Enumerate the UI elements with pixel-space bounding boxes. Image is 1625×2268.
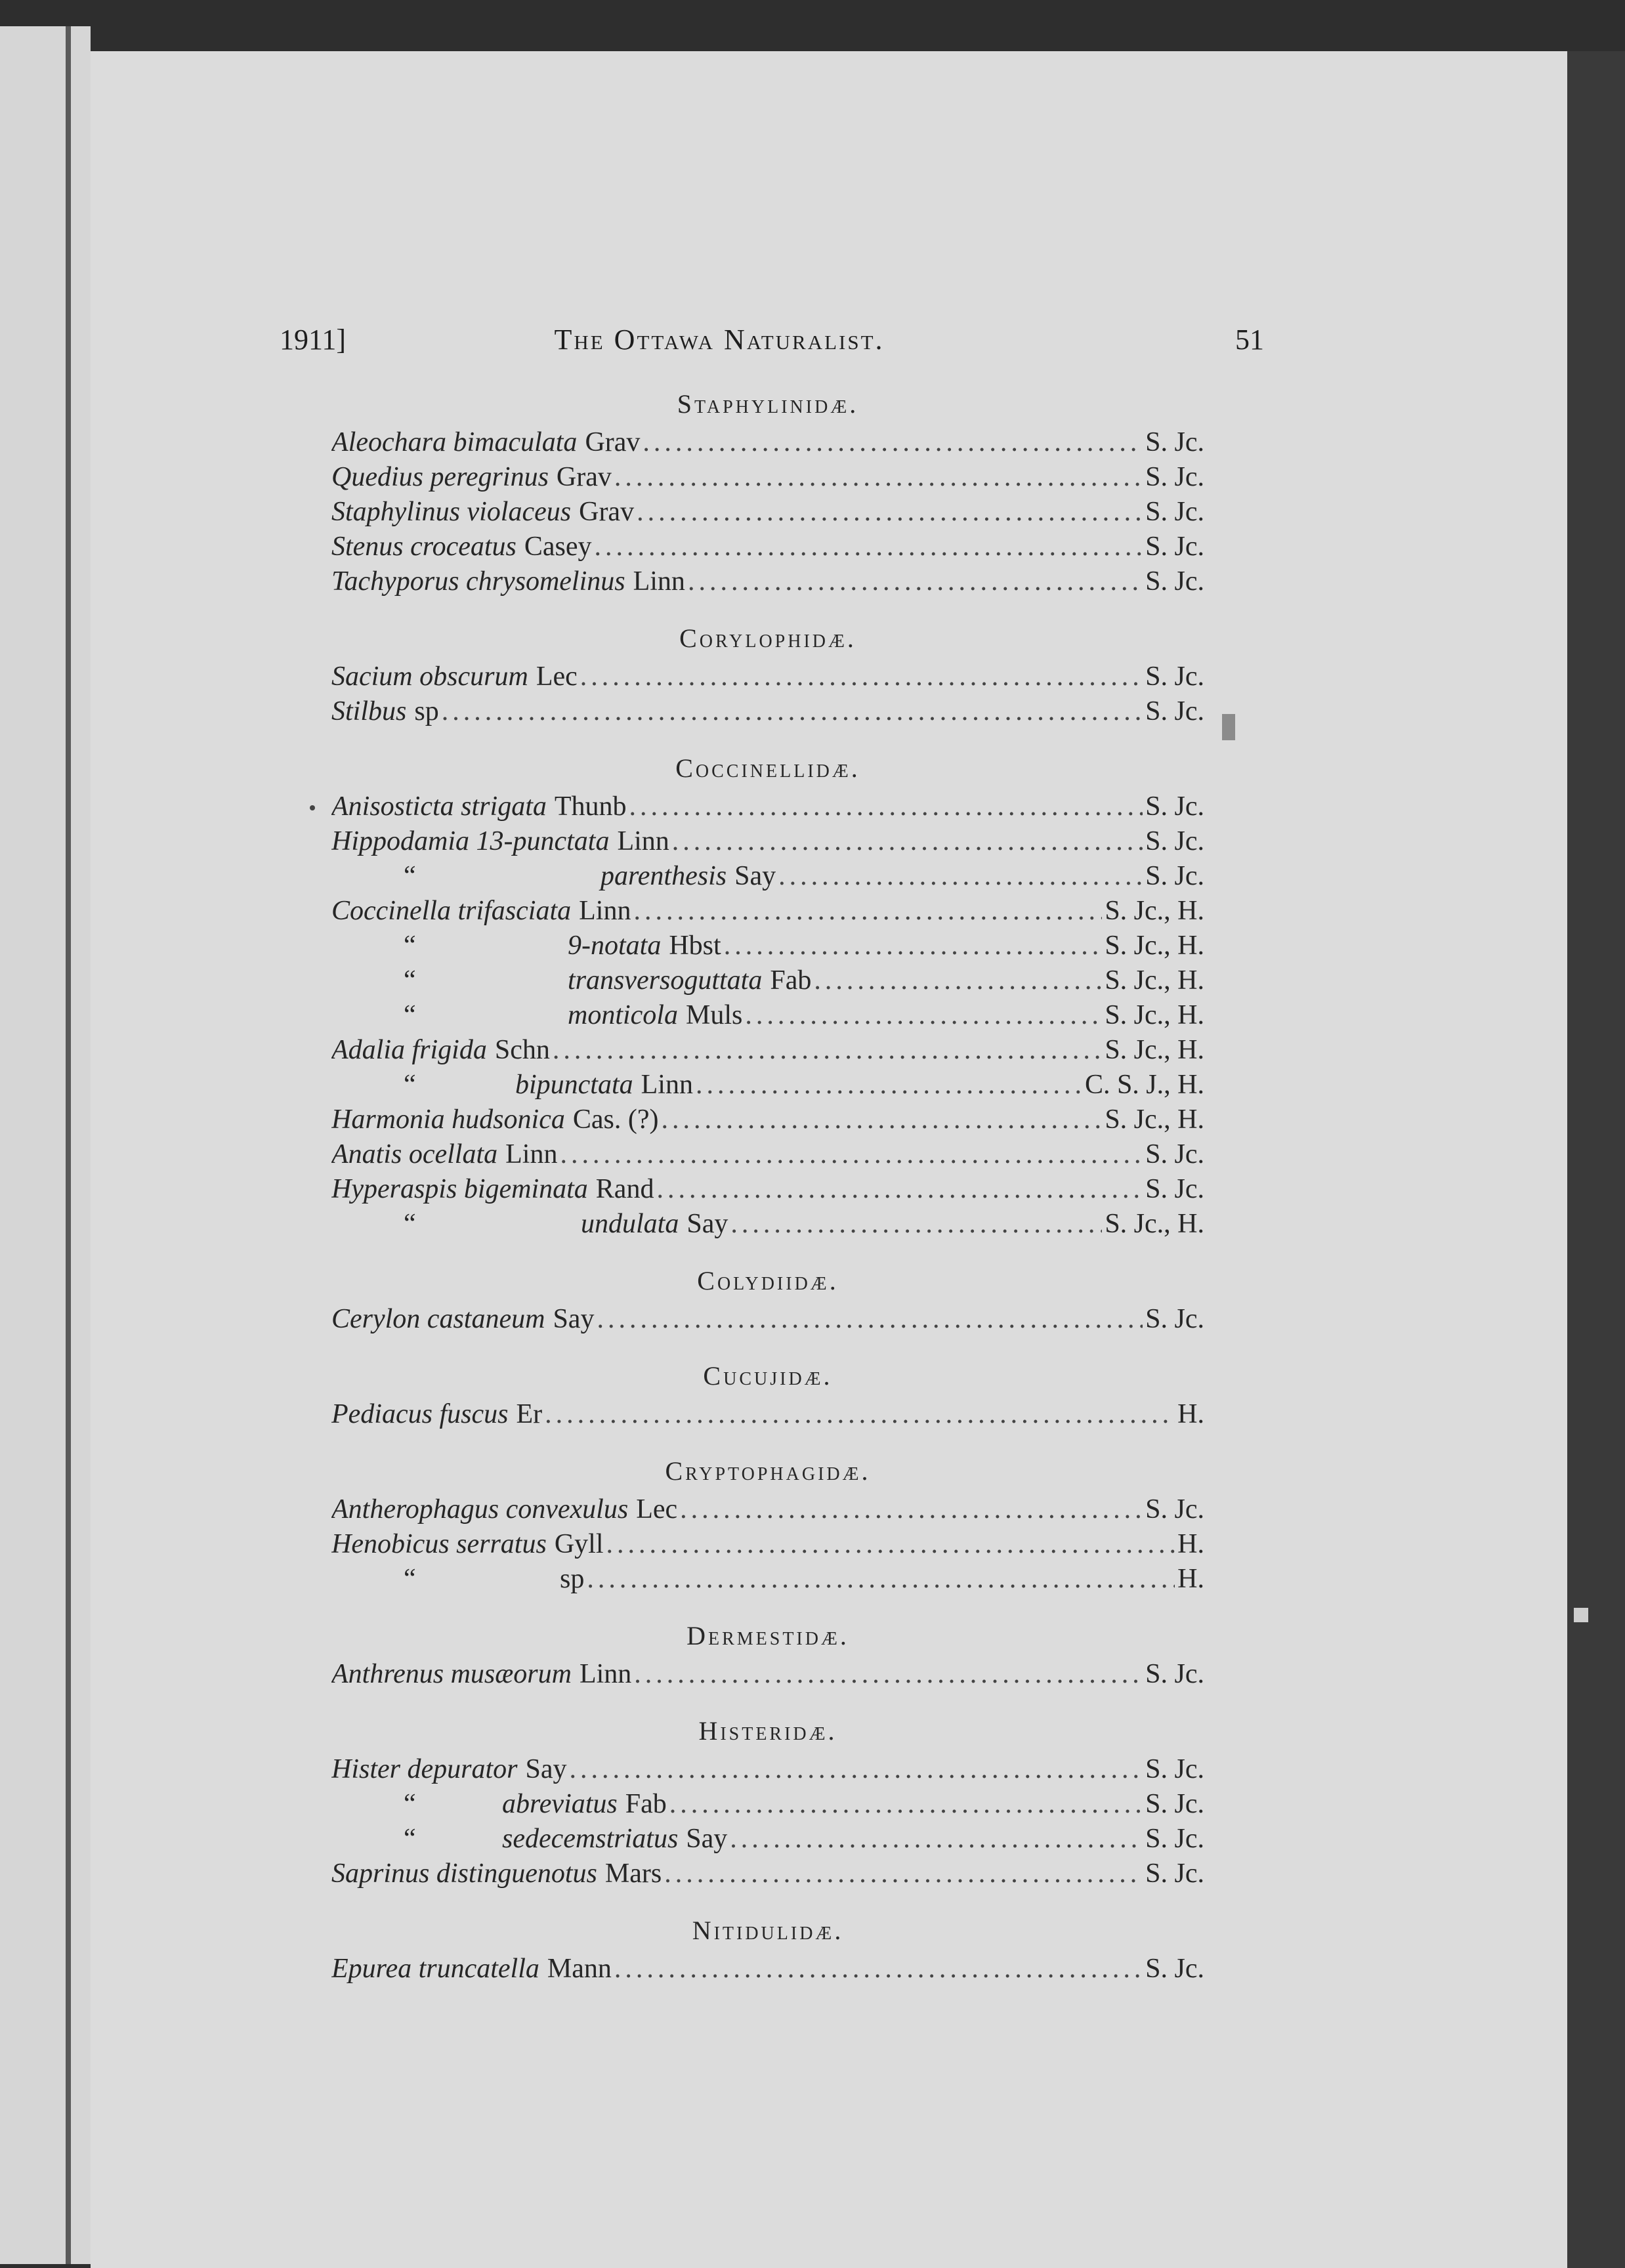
- locality-code: S. Jc., H.: [1105, 1104, 1204, 1135]
- species-name: abreviatus: [502, 1789, 618, 1819]
- species-name: Aleochara bimaculata: [331, 427, 578, 457]
- header-journal-title: The Ottawa Naturalist.: [554, 324, 885, 356]
- species-author: Grav: [556, 462, 612, 492]
- leader-dots: [597, 1302, 1143, 1337]
- leader-dots: [672, 824, 1143, 859]
- species-name: Tachyporus chrysomelinus: [331, 566, 625, 597]
- species-entry: [331, 660, 1204, 694]
- locality-code: S. Jc.: [1145, 1304, 1204, 1334]
- species-name: Anatis ocellata: [331, 1139, 498, 1169]
- locality-code: S. Jc., H.: [1105, 1035, 1204, 1065]
- species-entry: [331, 894, 1204, 929]
- species-name: Pediacus fuscus: [331, 1399, 509, 1429]
- ditto-mark: “: [404, 1564, 416, 1594]
- locality-code: S. Jc., H.: [1105, 896, 1204, 926]
- ditto-mark: “: [404, 861, 416, 891]
- species-author: Linn: [579, 1659, 632, 1689]
- species-entry: [331, 1822, 1204, 1857]
- leader-dots: [745, 998, 1102, 1033]
- leader-dots: [664, 1857, 1143, 1891]
- species-entry: [331, 998, 1204, 1033]
- species-name: Sacium obscurum: [331, 662, 528, 692]
- species-author: Er: [516, 1399, 543, 1429]
- leader-dots: [442, 694, 1143, 729]
- species-author: Lec: [536, 662, 578, 692]
- locality-code: S. Jc.: [1145, 861, 1204, 891]
- species-name: sedecemstriatus: [502, 1824, 679, 1854]
- locality-code: S. Jc.: [1145, 566, 1204, 597]
- family-heading: Coccinellidæ.: [675, 753, 860, 783]
- locality-code: S. Jc., H.: [1105, 1000, 1204, 1030]
- species-author: Casey: [524, 532, 592, 562]
- leader-dots: [560, 1137, 1143, 1172]
- species-author: Linn: [641, 1070, 693, 1100]
- locality-code: S. Jc.: [1145, 1659, 1204, 1689]
- leader-dots: [614, 460, 1143, 495]
- locality-code: C. S. J., H.: [1084, 1070, 1204, 1100]
- locality-code: S. Jc.: [1145, 696, 1204, 726]
- species-name: Coccinella trifasciata: [331, 896, 572, 926]
- species-name: Stenus croceatus: [331, 532, 517, 562]
- leader-dots: [629, 789, 1143, 824]
- species-entry: [331, 564, 1204, 599]
- species-list: [331, 387, 1204, 1986]
- species-entry: [331, 859, 1204, 894]
- leader-dots: [606, 1527, 1175, 1562]
- species-author: Linn: [505, 1139, 558, 1169]
- leader-dots: [595, 530, 1143, 564]
- locality-code: S. Jc.: [1145, 1824, 1204, 1854]
- leader-dots: [669, 1787, 1143, 1822]
- leader-dots: [680, 1492, 1143, 1527]
- locality-code: S. Jc.: [1145, 662, 1204, 692]
- species-name: Cerylon castaneum: [331, 1304, 545, 1334]
- species-name: transversoguttata: [568, 965, 763, 996]
- species-author: Lec: [636, 1494, 678, 1524]
- species-entry: [331, 1657, 1204, 1692]
- species-entry: [331, 425, 1204, 460]
- species-author: sp: [414, 696, 439, 726]
- leader-dots: [637, 495, 1143, 530]
- species-entry: [331, 1137, 1204, 1172]
- locality-code: S. Jc., H.: [1105, 1209, 1204, 1239]
- species-entry: [331, 1492, 1204, 1527]
- locality-code: H.: [1177, 1529, 1204, 1559]
- species-author: Say: [686, 1824, 728, 1854]
- species-entry: [331, 1952, 1204, 1986]
- ditto-mark: “: [404, 1789, 416, 1819]
- species-name: Harmonia hudsonica: [331, 1104, 565, 1135]
- species-entry: [331, 530, 1204, 564]
- species-author: Schn: [494, 1035, 550, 1065]
- species-author: Linn: [579, 896, 631, 926]
- locality-code: S. Jc.: [1145, 826, 1204, 856]
- species-entry: [331, 1172, 1204, 1207]
- leader-dots: [545, 1397, 1175, 1432]
- species-entry: [331, 1562, 1204, 1597]
- species-author: Fab: [625, 1789, 667, 1819]
- species-author: Mars: [604, 1858, 662, 1889]
- species-author: Say: [525, 1754, 567, 1784]
- species-author: Mann: [547, 1954, 612, 1984]
- family-heading: Staphylinidæ.: [677, 389, 859, 419]
- leader-dots: [643, 425, 1143, 460]
- ditto-mark: “: [404, 1824, 416, 1854]
- species-author: Grav: [585, 427, 641, 457]
- species-name: Antherophagus convexulus: [331, 1494, 629, 1524]
- margin-dot: [310, 805, 315, 810]
- species-author: Say: [553, 1304, 595, 1334]
- ditto-mark: “: [404, 931, 416, 961]
- family-heading: Cucujidæ.: [703, 1361, 833, 1391]
- leader-dots: [688, 564, 1143, 599]
- species-name: Staphylinus violaceus: [331, 497, 572, 527]
- locality-code: H.: [1177, 1564, 1204, 1594]
- locality-code: S. Jc.: [1145, 497, 1204, 527]
- species-entry: [331, 1033, 1204, 1068]
- species-entry: [331, 929, 1204, 963]
- species-name: Saprinus distinguenotus: [331, 1858, 597, 1889]
- family-heading: Cryptophagidæ.: [665, 1456, 871, 1486]
- species-entry: [331, 1302, 1204, 1337]
- leader-dots: [724, 929, 1103, 963]
- species-entry: [331, 1102, 1204, 1137]
- species-entry: [331, 1787, 1204, 1822]
- page-number: 51: [1235, 324, 1264, 356]
- species-name: Hyperaspis bigeminata: [331, 1174, 588, 1204]
- species-name: bipunctata: [515, 1070, 633, 1100]
- species-author: Say: [686, 1209, 728, 1239]
- locality-code: H.: [1177, 1399, 1204, 1429]
- locality-code: S. Jc.: [1145, 532, 1204, 562]
- leader-dots: [614, 1952, 1143, 1986]
- locality-code: S. Jc.: [1145, 1858, 1204, 1889]
- ditto-mark: “: [404, 1070, 416, 1100]
- species-name: undulata: [581, 1209, 679, 1239]
- species-name: monticola: [568, 1000, 678, 1030]
- species-name: Anthrenus musæorum: [331, 1659, 572, 1689]
- species-entry: [331, 460, 1204, 495]
- leader-dots: [656, 1172, 1143, 1207]
- species-entry: [331, 694, 1204, 729]
- species-author: Say: [734, 861, 776, 891]
- ditto-mark: “: [404, 965, 416, 996]
- leader-dots: [570, 1752, 1143, 1787]
- species-entry: [331, 1207, 1204, 1242]
- locality-code: S. Jc., H.: [1105, 931, 1204, 961]
- running-header: [188, 323, 1277, 362]
- leader-dots: [661, 1102, 1102, 1137]
- species-name: Henobicus serratus: [331, 1529, 547, 1559]
- species-author: Grav: [579, 497, 635, 527]
- species-name: Quedius peregrinus: [331, 462, 549, 492]
- species-author: Muls: [685, 1000, 743, 1030]
- locality-code: S. Jc.: [1145, 791, 1204, 822]
- family-heading: Colydiidæ.: [697, 1266, 839, 1295]
- species-name: 9-notata: [568, 931, 662, 961]
- species-author: Rand: [595, 1174, 654, 1204]
- species-entry: [331, 1752, 1204, 1787]
- species-entry: [331, 1857, 1204, 1891]
- locality-code: S. Jc.: [1145, 427, 1204, 457]
- leader-dots: [580, 660, 1143, 694]
- family-heading: Dermestidæ.: [686, 1621, 849, 1650]
- species-entry: [331, 495, 1204, 530]
- leader-dots: [553, 1033, 1102, 1068]
- species-entry: [331, 789, 1204, 824]
- scan-speck: [1574, 1608, 1588, 1622]
- species-author: Linn: [617, 826, 669, 856]
- species-author: Cas. (?): [572, 1104, 659, 1135]
- species-author: Thunb: [554, 791, 627, 822]
- species-name: Anisosticta strigata: [331, 791, 547, 822]
- leader-dots: [587, 1562, 1175, 1597]
- locality-code: S. Jc.: [1145, 1139, 1204, 1169]
- species-author: sp: [560, 1564, 585, 1594]
- species-name: Hister depurator: [331, 1754, 518, 1784]
- leader-dots: [633, 894, 1102, 929]
- locality-code: S. Jc.: [1145, 1754, 1204, 1784]
- leader-dots: [814, 963, 1102, 998]
- margin-mark: [1222, 714, 1235, 740]
- scan-background: [1567, 51, 1625, 2268]
- family-heading: Nitidulidæ.: [692, 1916, 844, 1945]
- leader-dots: [778, 859, 1143, 894]
- species-author: Gyll: [554, 1529, 604, 1559]
- ditto-mark: “: [404, 1000, 416, 1030]
- species-entry: [331, 1068, 1204, 1102]
- species-entry: [331, 1397, 1204, 1432]
- species-entry: [331, 824, 1204, 859]
- family-heading: Histeridæ.: [698, 1716, 837, 1746]
- locality-code: S. Jc.: [1145, 1494, 1204, 1524]
- species-name: Epurea truncatella: [331, 1954, 539, 1984]
- species-author: Linn: [633, 566, 685, 597]
- species-author: Hbst: [669, 931, 721, 961]
- locality-code: S. Jc.: [1145, 1174, 1204, 1204]
- species-entry: [331, 963, 1204, 998]
- locality-code: S. Jc.: [1145, 1954, 1204, 1984]
- header-year: 1911]: [280, 324, 347, 356]
- species-name: parenthesis: [601, 861, 727, 891]
- leader-dots: [730, 1207, 1102, 1242]
- locality-code: S. Jc.: [1145, 462, 1204, 492]
- locality-code: S. Jc.: [1145, 1789, 1204, 1819]
- adjacent-page-edge: [0, 26, 91, 2264]
- ditto-mark: “: [404, 1209, 416, 1239]
- locality-code: S. Jc., H.: [1105, 965, 1204, 996]
- family-heading: Corylophidæ.: [679, 623, 856, 653]
- species-author: Fab: [770, 965, 812, 996]
- species-name: Stilbus: [331, 696, 407, 726]
- species-entry: [331, 1527, 1204, 1562]
- species-name: Adalia frigida: [331, 1035, 487, 1065]
- leader-dots: [634, 1657, 1143, 1692]
- leader-dots: [696, 1068, 1082, 1102]
- leader-dots: [730, 1822, 1143, 1857]
- page-gutter-shadow: [66, 26, 71, 2264]
- species-name: Hippodamia 13-punctata: [331, 826, 610, 856]
